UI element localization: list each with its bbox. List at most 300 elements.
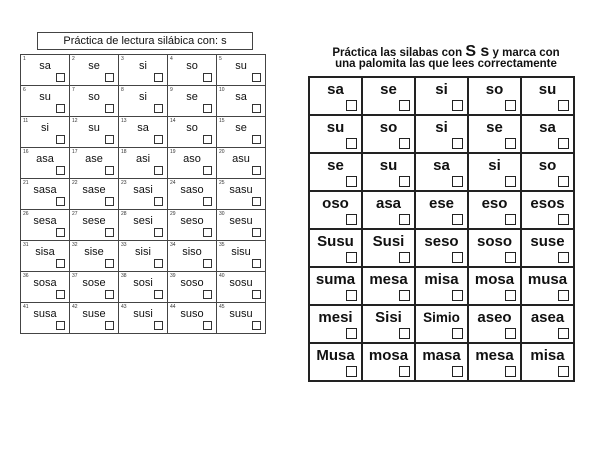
left-cell bbox=[168, 86, 217, 117]
check-box[interactable] bbox=[203, 104, 212, 113]
right-cell bbox=[416, 192, 469, 230]
right-cell bbox=[310, 268, 363, 306]
right-cell bbox=[310, 230, 363, 268]
check-box[interactable] bbox=[452, 138, 463, 149]
check-box[interactable] bbox=[505, 100, 516, 111]
check-box[interactable] bbox=[558, 100, 569, 111]
left-cell bbox=[21, 148, 70, 179]
left-cell bbox=[70, 117, 119, 148]
check-box[interactable] bbox=[56, 290, 65, 299]
syllable-word: siso bbox=[182, 246, 202, 258]
right-cell bbox=[416, 154, 469, 192]
cell-number: 31 bbox=[23, 242, 29, 248]
check-box[interactable] bbox=[105, 197, 114, 206]
check-box[interactable] bbox=[252, 73, 261, 82]
check-box[interactable] bbox=[399, 252, 410, 263]
right-syllable-grid bbox=[308, 76, 575, 382]
syllable-word: si bbox=[139, 60, 147, 72]
cell-number: 12 bbox=[72, 118, 78, 124]
left-cell bbox=[217, 241, 266, 272]
left-cell bbox=[168, 210, 217, 241]
check-box[interactable] bbox=[56, 321, 65, 330]
syllable-word: soso bbox=[180, 277, 204, 289]
syllable-word: asu bbox=[232, 153, 250, 165]
syllable-word: mosa bbox=[368, 347, 409, 364]
check-box[interactable] bbox=[558, 366, 569, 377]
check-box[interactable] bbox=[154, 259, 163, 268]
cell-number: 35 bbox=[219, 242, 225, 248]
cell-number: 2 bbox=[72, 56, 75, 62]
left-cell bbox=[70, 86, 119, 117]
check-box[interactable] bbox=[452, 214, 463, 225]
syllable-word: sose bbox=[82, 277, 106, 289]
check-box[interactable] bbox=[346, 138, 357, 149]
left-cell bbox=[217, 303, 266, 334]
check-box[interactable] bbox=[154, 73, 163, 82]
check-box[interactable] bbox=[399, 328, 410, 339]
cell-number: 4 bbox=[170, 56, 173, 62]
syllable-word: sa bbox=[327, 81, 344, 98]
cell-number: 16 bbox=[23, 149, 29, 155]
syllable-word: su bbox=[88, 122, 100, 134]
syllable-word: asa bbox=[36, 153, 54, 165]
right-cell bbox=[310, 154, 363, 192]
syllable-word: se bbox=[327, 157, 344, 174]
syllable-word: asi bbox=[135, 153, 151, 165]
check-box[interactable] bbox=[154, 104, 163, 113]
check-box[interactable] bbox=[252, 228, 261, 237]
check-box[interactable] bbox=[505, 366, 516, 377]
syllable-word: sisi bbox=[135, 246, 151, 258]
check-box[interactable] bbox=[203, 166, 212, 175]
syllable-word: susu bbox=[229, 308, 253, 320]
left-cell bbox=[119, 117, 168, 148]
syllable-word: sasa bbox=[33, 184, 57, 196]
check-box[interactable] bbox=[154, 197, 163, 206]
cell-number: 10 bbox=[219, 87, 225, 93]
syllable-word: sa bbox=[539, 119, 556, 136]
cell-number: 36 bbox=[23, 273, 29, 279]
right-worksheet-title-line2: una palomita las que lees correctamente bbox=[335, 58, 557, 70]
check-box[interactable] bbox=[346, 328, 357, 339]
check-box[interactable] bbox=[56, 135, 65, 144]
right-cell bbox=[363, 344, 416, 382]
check-box[interactable] bbox=[105, 321, 114, 330]
syllable-word: sasi bbox=[133, 184, 153, 196]
left-cell bbox=[119, 241, 168, 272]
left-cell bbox=[168, 241, 217, 272]
syllable-word: ase bbox=[85, 153, 103, 165]
left-cell bbox=[119, 272, 168, 303]
left-cell bbox=[217, 86, 266, 117]
cell-number: 19 bbox=[170, 149, 176, 155]
cell-number: 33 bbox=[121, 242, 127, 248]
check-box[interactable] bbox=[105, 104, 114, 113]
check-box[interactable] bbox=[154, 166, 163, 175]
left-cell bbox=[21, 303, 70, 334]
check-box[interactable] bbox=[252, 135, 261, 144]
cell-number: 30 bbox=[219, 211, 225, 217]
cell-number: 18 bbox=[121, 149, 127, 155]
syllable-word: suso bbox=[180, 308, 204, 320]
check-box[interactable] bbox=[154, 321, 163, 330]
syllable-word: sase bbox=[82, 184, 106, 196]
cell-number: 41 bbox=[23, 304, 29, 310]
check-box[interactable] bbox=[399, 214, 410, 225]
left-cell bbox=[217, 210, 266, 241]
left-cell bbox=[21, 86, 70, 117]
check-box[interactable] bbox=[399, 138, 410, 149]
title-part1: Práctica las silabas con bbox=[332, 47, 463, 59]
syllable-word: asea bbox=[530, 309, 565, 326]
syllable-word: oso bbox=[322, 195, 349, 212]
check-box[interactable] bbox=[203, 259, 212, 268]
syllable-word: soso bbox=[476, 233, 512, 250]
check-box[interactable] bbox=[452, 252, 463, 263]
right-cell bbox=[522, 116, 575, 154]
check-box[interactable] bbox=[346, 252, 357, 263]
check-box[interactable] bbox=[505, 138, 516, 149]
syllable-word: saso bbox=[180, 184, 204, 196]
syllable-word: se bbox=[88, 60, 100, 72]
cell-number: 9 bbox=[170, 87, 173, 93]
right-cell bbox=[522, 306, 575, 344]
right-cell bbox=[363, 268, 416, 306]
left-cell bbox=[168, 117, 217, 148]
syllable-word: su bbox=[39, 91, 51, 103]
check-box[interactable] bbox=[56, 259, 65, 268]
check-box[interactable] bbox=[558, 138, 569, 149]
syllable-word: masa bbox=[422, 347, 461, 364]
syllable-word: se bbox=[186, 91, 198, 103]
syllable-word: esos bbox=[530, 195, 565, 212]
cell-number: 17 bbox=[72, 149, 78, 155]
check-box[interactable] bbox=[56, 197, 65, 206]
syllable-word: suma bbox=[315, 271, 356, 288]
syllable-word: mesa bbox=[475, 347, 514, 364]
title-letters: S s bbox=[465, 43, 490, 60]
syllable-word: so bbox=[186, 60, 198, 72]
check-box[interactable] bbox=[252, 197, 261, 206]
check-box[interactable] bbox=[452, 100, 463, 111]
check-box[interactable] bbox=[154, 290, 163, 299]
left-cell bbox=[21, 241, 70, 272]
cell-number: 43 bbox=[121, 304, 127, 310]
right-cell bbox=[522, 268, 575, 306]
syllable-word: si bbox=[435, 81, 448, 98]
title-part2: y marca con bbox=[492, 47, 560, 59]
check-box[interactable] bbox=[558, 176, 569, 187]
syllable-word: so bbox=[186, 122, 198, 134]
check-box[interactable] bbox=[105, 135, 114, 144]
left-cell bbox=[119, 55, 168, 86]
cell-number: 22 bbox=[72, 180, 78, 186]
left-cell bbox=[168, 303, 217, 334]
right-cell bbox=[416, 344, 469, 382]
check-box[interactable] bbox=[252, 259, 261, 268]
right-cell bbox=[469, 78, 522, 116]
cell-number: 7 bbox=[72, 87, 75, 93]
syllable-word: mesa bbox=[369, 271, 408, 288]
check-box[interactable] bbox=[56, 73, 65, 82]
right-cell bbox=[469, 154, 522, 192]
cell-number: 23 bbox=[121, 180, 127, 186]
cell-number: 27 bbox=[72, 211, 78, 217]
left-cell bbox=[70, 272, 119, 303]
cell-number: 45 bbox=[219, 304, 225, 310]
syllable-word: aso bbox=[183, 153, 201, 165]
check-box[interactable] bbox=[203, 321, 212, 330]
cell-number: 24 bbox=[170, 180, 176, 186]
syllable-word: sisu bbox=[231, 246, 251, 258]
right-cell bbox=[363, 230, 416, 268]
syllable-word: asa bbox=[375, 195, 402, 212]
cell-number: 26 bbox=[23, 211, 29, 217]
syllable-word: sese bbox=[82, 215, 106, 227]
check-box[interactable] bbox=[399, 100, 410, 111]
check-box[interactable] bbox=[505, 176, 516, 187]
check-box[interactable] bbox=[399, 366, 410, 377]
check-box[interactable] bbox=[505, 214, 516, 225]
syllable-word: susi bbox=[133, 308, 153, 320]
syllable-word: se bbox=[486, 119, 503, 136]
check-box[interactable] bbox=[505, 328, 516, 339]
right-cell bbox=[363, 116, 416, 154]
left-cell bbox=[21, 55, 70, 86]
syllable-word: musa bbox=[527, 271, 568, 288]
check-box[interactable] bbox=[105, 166, 114, 175]
cell-number: 28 bbox=[121, 211, 127, 217]
syllable-word: Musa bbox=[316, 347, 355, 364]
syllable-word: sesi bbox=[133, 215, 153, 227]
syllable-word: aseo bbox=[477, 309, 512, 326]
syllable-word: se bbox=[380, 81, 397, 98]
check-box[interactable] bbox=[399, 176, 410, 187]
right-cell bbox=[469, 268, 522, 306]
check-box[interactable] bbox=[203, 290, 212, 299]
syllable-word: si bbox=[488, 157, 501, 174]
syllable-word: seso bbox=[424, 233, 459, 250]
syllable-word: suse bbox=[82, 308, 106, 320]
syllable-word: sasu bbox=[229, 184, 253, 196]
syllable-word: mosa bbox=[474, 271, 515, 288]
check-box[interactable] bbox=[203, 135, 212, 144]
right-worksheet bbox=[308, 40, 584, 380]
left-cell bbox=[70, 179, 119, 210]
cell-number: 25 bbox=[219, 180, 225, 186]
check-box[interactable] bbox=[252, 290, 261, 299]
right-cell bbox=[469, 344, 522, 382]
syllable-word: seso bbox=[180, 215, 204, 227]
syllable-word: sise bbox=[84, 246, 104, 258]
right-cell bbox=[310, 78, 363, 116]
check-box[interactable] bbox=[56, 104, 65, 113]
right-cell bbox=[469, 306, 522, 344]
syllable-word: su bbox=[235, 60, 247, 72]
left-cell bbox=[70, 210, 119, 241]
cell-number: 6 bbox=[23, 87, 26, 93]
check-box[interactable] bbox=[56, 228, 65, 237]
check-box[interactable] bbox=[105, 259, 114, 268]
check-box[interactable] bbox=[346, 290, 357, 301]
syllable-word: misa bbox=[424, 271, 459, 288]
left-worksheet bbox=[20, 32, 268, 342]
syllable-word: Sisi bbox=[375, 309, 402, 326]
check-box[interactable] bbox=[203, 228, 212, 237]
left-cell bbox=[119, 148, 168, 179]
syllable-word: susa bbox=[33, 308, 57, 320]
cell-number: 1 bbox=[23, 56, 26, 62]
left-cell bbox=[217, 117, 266, 148]
syllable-word: sosu bbox=[229, 277, 253, 289]
syllable-word: misa bbox=[530, 347, 565, 364]
check-box[interactable] bbox=[105, 73, 114, 82]
syllable-word: sa bbox=[235, 91, 247, 103]
check-box[interactable] bbox=[346, 214, 357, 225]
check-box[interactable] bbox=[346, 176, 357, 187]
cell-number: 42 bbox=[72, 304, 78, 310]
check-box[interactable] bbox=[252, 166, 261, 175]
syllable-word: se bbox=[235, 122, 247, 134]
check-box[interactable] bbox=[203, 73, 212, 82]
left-cell bbox=[21, 272, 70, 303]
syllable-word: so bbox=[538, 157, 557, 174]
left-cell bbox=[119, 210, 168, 241]
left-syllable-grid bbox=[20, 54, 266, 334]
check-box[interactable] bbox=[505, 290, 516, 301]
left-cell bbox=[21, 117, 70, 148]
check-box[interactable] bbox=[558, 328, 569, 339]
right-cell bbox=[522, 192, 575, 230]
left-cell bbox=[21, 210, 70, 241]
cell-number: 34 bbox=[170, 242, 176, 248]
right-cell bbox=[310, 344, 363, 382]
cell-number: 40 bbox=[219, 273, 225, 279]
cell-number: 5 bbox=[219, 56, 222, 62]
right-cell bbox=[416, 306, 469, 344]
syllable-word: si bbox=[41, 122, 49, 134]
check-box[interactable] bbox=[346, 366, 357, 377]
left-cell bbox=[217, 272, 266, 303]
syllable-word: so bbox=[485, 81, 504, 98]
right-cell bbox=[469, 192, 522, 230]
check-box[interactable] bbox=[505, 252, 516, 263]
check-box[interactable] bbox=[105, 290, 114, 299]
right-cell bbox=[416, 268, 469, 306]
cell-number: 37 bbox=[72, 273, 78, 279]
check-box[interactable] bbox=[452, 366, 463, 377]
right-cell bbox=[363, 192, 416, 230]
cell-number: 11 bbox=[23, 118, 29, 124]
left-cell bbox=[168, 272, 217, 303]
cell-number: 38 bbox=[121, 273, 127, 279]
left-cell bbox=[168, 179, 217, 210]
syllable-word: suse bbox=[530, 233, 565, 250]
check-box[interactable] bbox=[203, 197, 212, 206]
cell-number: 39 bbox=[170, 273, 176, 279]
check-box[interactable] bbox=[154, 228, 163, 237]
syllable-word: sa bbox=[433, 157, 450, 174]
right-cell bbox=[522, 230, 575, 268]
check-box[interactable] bbox=[558, 252, 569, 263]
syllable-word: sa bbox=[137, 122, 149, 134]
cell-number: 32 bbox=[72, 242, 78, 248]
cell-number: 3 bbox=[121, 56, 124, 62]
right-cell bbox=[416, 230, 469, 268]
right-cell bbox=[522, 344, 575, 382]
left-cell bbox=[168, 55, 217, 86]
syllable-word: sesa bbox=[33, 215, 57, 227]
syllable-word: eso bbox=[481, 195, 508, 212]
left-cell bbox=[168, 148, 217, 179]
check-box[interactable] bbox=[452, 290, 463, 301]
right-cell bbox=[363, 78, 416, 116]
left-cell bbox=[70, 148, 119, 179]
cell-number: 15 bbox=[219, 118, 225, 124]
syllable-word: Susi bbox=[372, 233, 405, 250]
cell-number: 8 bbox=[121, 87, 124, 93]
check-box[interactable] bbox=[346, 100, 357, 111]
right-cell bbox=[469, 230, 522, 268]
right-cell bbox=[310, 192, 363, 230]
left-cell bbox=[70, 55, 119, 86]
left-cell bbox=[217, 148, 266, 179]
right-cell bbox=[310, 116, 363, 154]
syllable-word: ese bbox=[428, 195, 455, 212]
left-cell bbox=[119, 86, 168, 117]
syllable-word: sisa bbox=[35, 246, 55, 258]
cell-number: 44 bbox=[170, 304, 176, 310]
left-cell bbox=[217, 55, 266, 86]
right-cell bbox=[522, 78, 575, 116]
syllable-word: so bbox=[88, 91, 100, 103]
left-worksheet-title: Práctica de lectura silábica con: s bbox=[37, 32, 253, 50]
syllable-word: sosa bbox=[33, 277, 57, 289]
syllable-word: sosi bbox=[133, 277, 153, 289]
right-cell bbox=[416, 116, 469, 154]
cell-number: 13 bbox=[121, 118, 127, 124]
check-box[interactable] bbox=[252, 104, 261, 113]
cell-number: 29 bbox=[170, 211, 176, 217]
syllable-word: Simio bbox=[423, 310, 460, 325]
right-cell bbox=[469, 116, 522, 154]
check-box[interactable] bbox=[452, 176, 463, 187]
syllable-word: su bbox=[379, 157, 398, 174]
left-cell bbox=[217, 179, 266, 210]
cell-number: 21 bbox=[23, 180, 29, 186]
syllable-word: Susu bbox=[317, 233, 354, 250]
cell-number: 20 bbox=[219, 149, 225, 155]
syllable-word: sesu bbox=[229, 215, 253, 227]
syllable-word: so bbox=[379, 119, 398, 136]
left-cell bbox=[70, 303, 119, 334]
right-cell bbox=[363, 306, 416, 344]
cell-number: 14 bbox=[170, 118, 176, 124]
left-cell bbox=[70, 241, 119, 272]
check-box[interactable] bbox=[252, 321, 261, 330]
check-box[interactable] bbox=[399, 290, 410, 301]
check-box[interactable] bbox=[452, 328, 463, 339]
check-box[interactable] bbox=[105, 228, 114, 237]
check-box[interactable] bbox=[558, 214, 569, 225]
syllable-word: si bbox=[139, 91, 147, 103]
check-box[interactable] bbox=[154, 135, 163, 144]
check-box[interactable] bbox=[558, 290, 569, 301]
syllable-word: su bbox=[538, 81, 557, 98]
left-cell bbox=[119, 303, 168, 334]
check-box[interactable] bbox=[56, 166, 65, 175]
left-cell bbox=[21, 179, 70, 210]
